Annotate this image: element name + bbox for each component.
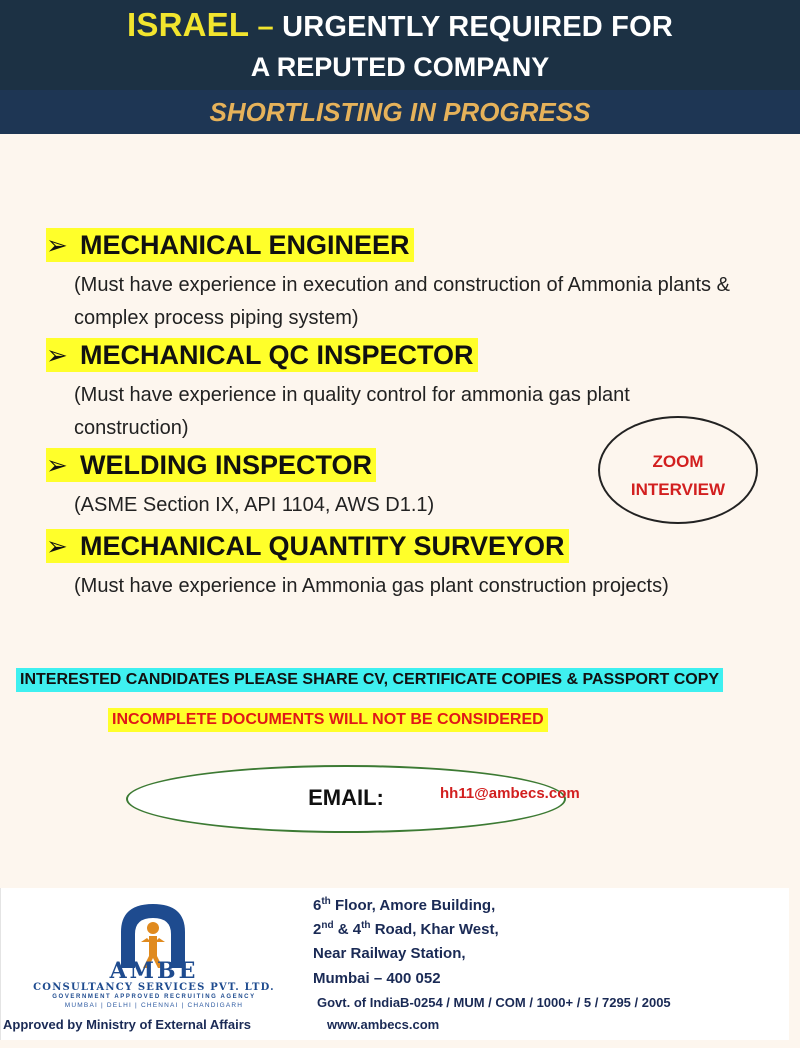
header-banner [0, 0, 800, 90]
job-description: (Must have experience in Ammonia gas plant construction projects) [74, 575, 669, 597]
email-address-link[interactable]: hh11@ambecs.com [440, 785, 580, 802]
zoom-interview-badge [598, 416, 758, 524]
email-box [126, 765, 580, 833]
address-line-3: Near Railway Station, [313, 945, 466, 962]
job-title: WELDING INSPECTOR [74, 448, 376, 482]
address-line-1: 6th Floor, Amore Building, [313, 896, 496, 914]
status-banner [0, 90, 800, 134]
header-dash: – [249, 11, 283, 43]
header-line-2: A REPUTED COMPANY [250, 52, 550, 82]
arrow-bullet-icon: ➢ [46, 338, 74, 372]
arrow-bullet-icon: ➢ [46, 228, 74, 262]
header-urgent-text: URGENTLY REQUIRED FOR [282, 11, 673, 43]
job-title: MECHANICAL QC INSPECTOR [74, 338, 478, 372]
job-description: (Must have experience in execution and construction of Ammonia plants & complex process piping system) [74, 274, 730, 329]
job-item [46, 227, 766, 335]
header-line-1 [0, 6, 800, 44]
company-cities: MUMBAI | DELHI | CHENNAI | CHANDIGARH [64, 1002, 244, 1009]
company-logo-name: AMBE [109, 958, 199, 984]
share-documents-notice: INTERESTED CANDIDATES PLEASE SHARE CV, CERTIFICATE COPIES & PASSPORT COPY [16, 668, 723, 692]
incomplete-documents-notice: INCOMPLETE DOCUMENTS WILL NOT BE CONSIDERED [108, 708, 548, 732]
email-label: EMAIL: [308, 785, 384, 810]
approval-statement: Approved by Ministry of External Affairs [3, 1017, 252, 1032]
country-name: ISRAEL [127, 6, 250, 43]
company-footer [0, 888, 789, 1040]
zoom-label: ZOOM [652, 452, 704, 471]
website-link[interactable]: www.ambecs.com [327, 1017, 440, 1032]
arrow-bullet-icon: ➢ [46, 448, 74, 482]
address-line-4: Mumbai – 400 052 [313, 970, 441, 987]
company-tagline: GOVERNMENT APPROVED RECRUITING AGENCY [52, 994, 256, 1000]
job-title: MECHANICAL ENGINEER [74, 228, 414, 262]
company-full-name: CONSULTANCY SERVICES PVT. LTD. [33, 982, 275, 993]
job-title: MECHANICAL QUANTITY SURVEYOR [74, 529, 569, 563]
address-line-2: 2nd & 4th Road, Khar West, [313, 920, 499, 938]
government-license-number: Govt. of IndiaB-0254 / MUM / COM / 1000+ / 5 / 7295 / 2005 [317, 995, 671, 1010]
status-text: SHORTLISTING IN PROGRESS [209, 97, 591, 127]
interview-label: INTERVIEW [630, 480, 726, 499]
arrow-bullet-icon: ➢ [46, 529, 74, 563]
job-description: (Must have experience in quality control for ammonia gas plant construction) [74, 384, 630, 439]
job-description: (ASME Section IX, API 1104, AWS D1.1) [74, 494, 435, 516]
job-item [46, 528, 766, 603]
